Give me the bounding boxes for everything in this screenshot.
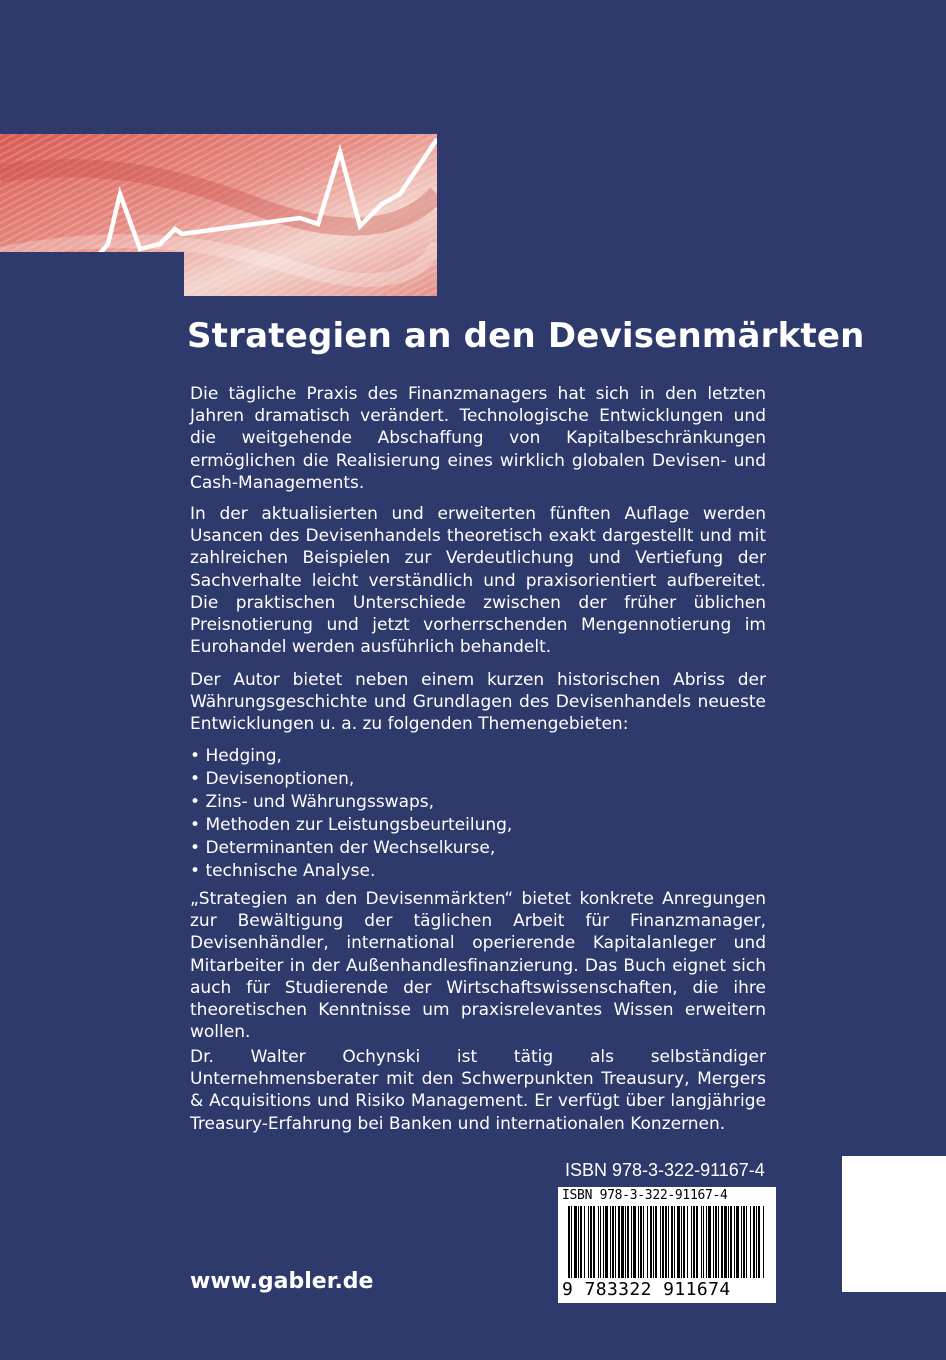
isbn-label: ISBN 978-3-322-91167-4 <box>565 1160 765 1180</box>
barcode-bar <box>718 1206 719 1278</box>
barcode-bar <box>721 1206 723 1278</box>
barcode-bar <box>681 1206 682 1278</box>
barcode-bar <box>593 1206 595 1278</box>
barcode-bar <box>677 1206 680 1278</box>
barcode-bar <box>643 1206 644 1278</box>
barcode-bar <box>763 1206 764 1278</box>
list-item: • technische Analyse. <box>190 860 512 883</box>
barcode-bars <box>568 1206 766 1286</box>
barcode-bar <box>703 1206 704 1278</box>
barcode-bar <box>708 1206 711 1278</box>
barcode-bar <box>758 1206 760 1278</box>
barcode-bar <box>706 1206 707 1278</box>
barcode-bar <box>691 1206 692 1278</box>
barcode-bar <box>674 1206 675 1278</box>
barcode-bar <box>701 1206 702 1278</box>
barcode-bar <box>668 1206 669 1278</box>
barcode-bar <box>621 1206 624 1278</box>
barcode-bar <box>660 1206 661 1278</box>
barcode-bar <box>578 1206 579 1278</box>
barcode-bar <box>743 1206 745 1278</box>
barcode-isbn-text: ISBN 978-3-322-91167-4 <box>562 1188 728 1203</box>
barcode-bar <box>625 1206 626 1278</box>
barcode-bar <box>734 1206 735 1278</box>
barcode-bar <box>715 1206 717 1278</box>
barcode-bar <box>655 1206 657 1278</box>
barcode-bar <box>631 1206 632 1278</box>
barcode-bar <box>671 1206 673 1278</box>
barcode-bar <box>580 1206 582 1278</box>
barcode-bar <box>618 1206 620 1278</box>
barcode-bar <box>756 1206 757 1278</box>
barcode-bar <box>687 1206 688 1278</box>
barcode-bar <box>588 1206 589 1278</box>
description-paragraph-3: Der Autor bietet neben einem kurzen historischen Abriss der Währungsgeschichte und Grundlagen des Devisenhandels neueste Entwicklungen u. a. zu folgenden Themengebieten: <box>190 670 766 735</box>
publisher-url[interactable]: www.gabler.de <box>190 1269 374 1294</box>
barcode-bar <box>696 1206 698 1278</box>
barcode-bar <box>650 1206 652 1278</box>
list-item: • Methoden zur Leistungsbeurteilung, <box>190 814 512 837</box>
barcode-bar <box>750 1206 751 1278</box>
barcode-bar <box>605 1206 608 1278</box>
description-paragraph-2: In der aktualisierten und erweiterten fünften Auflage werden Usancen des Devisenhandels theoretisch exakt dargestellt und mit zahlreichen Beispielen zur Verdeutlichung und Vertiefung der Sachverhalte leicht verständlich und praxisorientiert aufbereitet. Die praktischen Unterschiede zwischen der früher üblichen Preisnotierung und jetzt vorherrschenden Mengennotierung im Eurohandel werden ausführlich behandelt. <box>190 504 766 658</box>
list-item: • Hedging, <box>190 745 512 768</box>
list-item: • Zins- und Währungsswaps, <box>190 791 512 814</box>
list-item: • Devisenoptionen, <box>190 768 512 791</box>
barcode-bar <box>598 1206 599 1278</box>
barcode-bar <box>627 1206 629 1278</box>
barcode-bar <box>633 1206 636 1278</box>
barcode-bar <box>728 1206 729 1278</box>
description-paragraph-1: Die tägliche Praxis des Finanzmanagers hat sich in den letzten Jahren dramatisch verändert. Technologische Entwicklungen und die weitgehende Abschaffung von Kapitalbeschränkungen ermöglichen die Realisierung eines wirklich globalen Devisen- und Cash-Managements. <box>190 384 766 493</box>
description-paragraph-4: „Strategien an den Devisenmärkten“ bietet konkrete Anregungen zur Bewältigung der täglichen Arbeit für Finanzmanager, Devisenhändler, international operierende Kapitalanleger und Mitarbeiter in der Außenhandlesfinanzierung. Das Buch eignet sich auch für Studierende der Wirtschaftswissenschaften, die ihre theoretischen Kenntnisse um praxisrelevantes Wissen erweitern wollen. <box>190 889 766 1043</box>
barcode-bar <box>662 1206 664 1278</box>
barcode-bar <box>600 1206 601 1278</box>
book-title: Strategien an den Devisenmärkten <box>187 316 865 356</box>
barcode-digits: 9 783322 911674 <box>562 1279 731 1300</box>
cover-chart-image <box>0 134 437 296</box>
label-area <box>842 1156 946 1292</box>
barcode-bar <box>693 1206 695 1278</box>
barcode-bar <box>683 1206 685 1278</box>
barcode-bar <box>574 1206 577 1278</box>
barcode-bar <box>638 1206 639 1278</box>
barcode-bar <box>640 1206 642 1278</box>
barcode-bar <box>610 1206 611 1278</box>
topics-list <box>190 745 512 883</box>
author-bio: Dr. Walter Ochynski ist tätig als selbständiger Unternehmensberater mit den Schwerpunkten Treausury, Mergers & Acquisitions und Risiko Management. Er verfügt über langjährige Treasury-Erfahrung bei Banken und internationalen Konzernen. <box>190 1047 766 1134</box>
barcode-bar <box>736 1206 739 1278</box>
list-item: • Determinanten der Wechselkurse, <box>190 837 512 860</box>
barcode-bar <box>730 1206 732 1278</box>
barcode-bar <box>612 1206 614 1278</box>
barcode-bar <box>746 1206 747 1278</box>
barcode-bar <box>590 1206 592 1278</box>
barcode-bar <box>665 1206 667 1278</box>
barcode-bar <box>571 1206 572 1278</box>
barcode-bar <box>584 1206 585 1278</box>
barcode-bar <box>724 1206 727 1278</box>
barcode-bar <box>568 1206 570 1278</box>
barcode-bar <box>713 1206 714 1278</box>
barcode-bar <box>603 1206 604 1278</box>
barcode-bar <box>615 1206 616 1278</box>
barcode-bar <box>753 1206 755 1278</box>
barcode <box>558 1187 776 1303</box>
barcode-bar <box>647 1206 648 1278</box>
barcode-bar <box>653 1206 654 1278</box>
barcode-bar <box>741 1206 742 1278</box>
